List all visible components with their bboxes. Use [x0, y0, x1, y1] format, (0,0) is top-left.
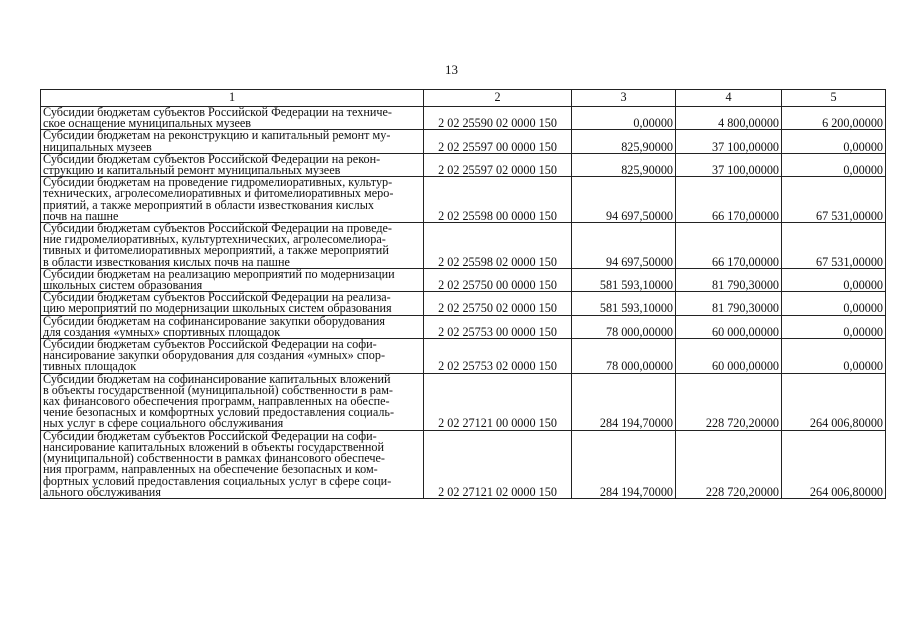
header-col-5: 5 — [782, 90, 886, 107]
table-row — [41, 130, 886, 153]
row-value-4: 4 800,00000 — [676, 107, 782, 130]
row-description: Субсидии бюджетам на софинансирование закупки оборудования для создания «умных» спортивных площадок — [41, 315, 424, 338]
row-value-5: 6 200,00000 — [782, 107, 886, 130]
row-value-5: 264 006,80000 — [782, 373, 886, 430]
row-code: 2 02 25598 00 0000 150 — [424, 177, 572, 223]
row-code: 2 02 25590 02 0000 150 — [424, 107, 572, 130]
table-row — [41, 107, 886, 130]
header-col-2: 2 — [424, 90, 572, 107]
row-value-3: 581 593,10000 — [572, 268, 676, 291]
row-value-3: 78 000,00000 — [572, 339, 676, 374]
header-col-3: 3 — [572, 90, 676, 107]
row-value-3: 825,90000 — [572, 153, 676, 176]
row-value-4: 66 170,00000 — [676, 177, 782, 223]
header-col-4: 4 — [676, 90, 782, 107]
row-value-3: 284 194,70000 — [572, 373, 676, 430]
row-value-5: 67 531,00000 — [782, 177, 886, 223]
row-value-3: 94 697,50000 — [572, 177, 676, 223]
row-value-3: 284 194,70000 — [572, 430, 676, 498]
table-row — [41, 292, 886, 315]
row-code: 2 02 25753 02 0000 150 — [424, 339, 572, 374]
row-code: 2 02 25750 00 0000 150 — [424, 268, 572, 291]
row-value-5: 0,00000 — [782, 339, 886, 374]
header-col-1: 1 — [41, 90, 424, 107]
row-value-3: 78 000,00000 — [572, 315, 676, 338]
row-code: 2 02 25597 00 0000 150 — [424, 130, 572, 153]
table-header-row — [41, 90, 886, 107]
row-value-4: 66 170,00000 — [676, 223, 782, 269]
row-code: 2 02 25597 02 0000 150 — [424, 153, 572, 176]
row-value-5: 264 006,80000 — [782, 430, 886, 498]
table-row — [41, 315, 886, 338]
table-row — [41, 430, 886, 498]
row-description: Субсидии бюджетам субъектов Российской Федерации на проведе- ние гидромелиоративных, культуртехнических, агролесомелиора- тивных и фитомелиоративных мероприятий, а также мероприятий в области известкования кислых почв на пашне — [41, 223, 424, 269]
row-value-5: 0,00000 — [782, 153, 886, 176]
table-row — [41, 153, 886, 176]
row-value-4: 37 100,00000 — [676, 153, 782, 176]
row-description: Субсидии бюджетам субъектов Российской Федерации на рекон- струкцию и капитальный ремонт муниципальных музеев — [41, 153, 424, 176]
row-code: 2 02 25598 02 0000 150 — [424, 223, 572, 269]
row-value-3: 581 593,10000 — [572, 292, 676, 315]
row-value-4: 37 100,00000 — [676, 130, 782, 153]
row-description: Субсидии бюджетам субъектов Российской Федерации на реализа- цию мероприятий по модернизации школьных систем образования — [41, 292, 424, 315]
budget-table — [40, 89, 886, 499]
row-code: 2 02 25753 00 0000 150 — [424, 315, 572, 338]
row-description: Субсидии бюджетам на проведение гидромелиоративных, культур- технических, агролесомелиоративных и фитомелиоративных меро- приятий, а также мероприятий в области известкования кислых почв на пашне — [41, 177, 424, 223]
row-description: Субсидии бюджетам субъектов Российской Федерации на техниче- ское оснащение муниципальных музеев — [41, 107, 424, 130]
row-value-4: 81 790,30000 — [676, 268, 782, 291]
row-description: Субсидии бюджетам субъектов Российской Федерации на софи- нансирование закупки оборудования для создания «умных» спор- тивных площадок — [41, 339, 424, 374]
row-code: 2 02 27121 02 0000 150 — [424, 430, 572, 498]
row-value-4: 60 000,00000 — [676, 315, 782, 338]
row-value-5: 0,00000 — [782, 268, 886, 291]
table-row — [41, 177, 886, 223]
row-value-5: 67 531,00000 — [782, 223, 886, 269]
row-value-4: 228 720,20000 — [676, 430, 782, 498]
row-value-5: 0,00000 — [782, 130, 886, 153]
table-row — [41, 223, 886, 269]
page-number: 13 — [445, 62, 458, 77]
row-value-3: 825,90000 — [572, 130, 676, 153]
row-code: 2 02 27121 00 0000 150 — [424, 373, 572, 430]
row-description: Субсидии бюджетам субъектов Российской Федерации на софи- нансирование капитальных вложений в объекты государственной (муниципальной) собственности в рамках финансового обеспече- ния программ, направленных на обеспечение безопасных и ком- фортных условий предоставления социальных услуг в сфере соци- ального обслуживания — [41, 430, 424, 498]
table-row — [41, 339, 886, 374]
row-value-5: 0,00000 — [782, 292, 886, 315]
row-value-4: 81 790,30000 — [676, 292, 782, 315]
row-code: 2 02 25750 02 0000 150 — [424, 292, 572, 315]
row-description: Субсидии бюджетам на софинансирование капитальных вложений в объекты государственной (муниципальной) собственности в рам- ках финансового обеспечения программ, направленных на обеспе- чение безопасных и комфортных условий предоставления социаль- ных услуг в сфере социального обслуживания — [41, 373, 424, 430]
row-value-3: 0,00000 — [572, 107, 676, 130]
row-value-5: 0,00000 — [782, 315, 886, 338]
row-value-4: 60 000,00000 — [676, 339, 782, 374]
row-description: Субсидии бюджетам на реализацию мероприятий по модернизации школьных систем образования — [41, 268, 424, 291]
table-row — [41, 373, 886, 430]
row-description: Субсидии бюджетам на реконструкцию и капитальный ремонт му- ниципальных музеев — [41, 130, 424, 153]
row-value-3: 94 697,50000 — [572, 223, 676, 269]
row-value-4: 228 720,20000 — [676, 373, 782, 430]
table-row — [41, 268, 886, 291]
